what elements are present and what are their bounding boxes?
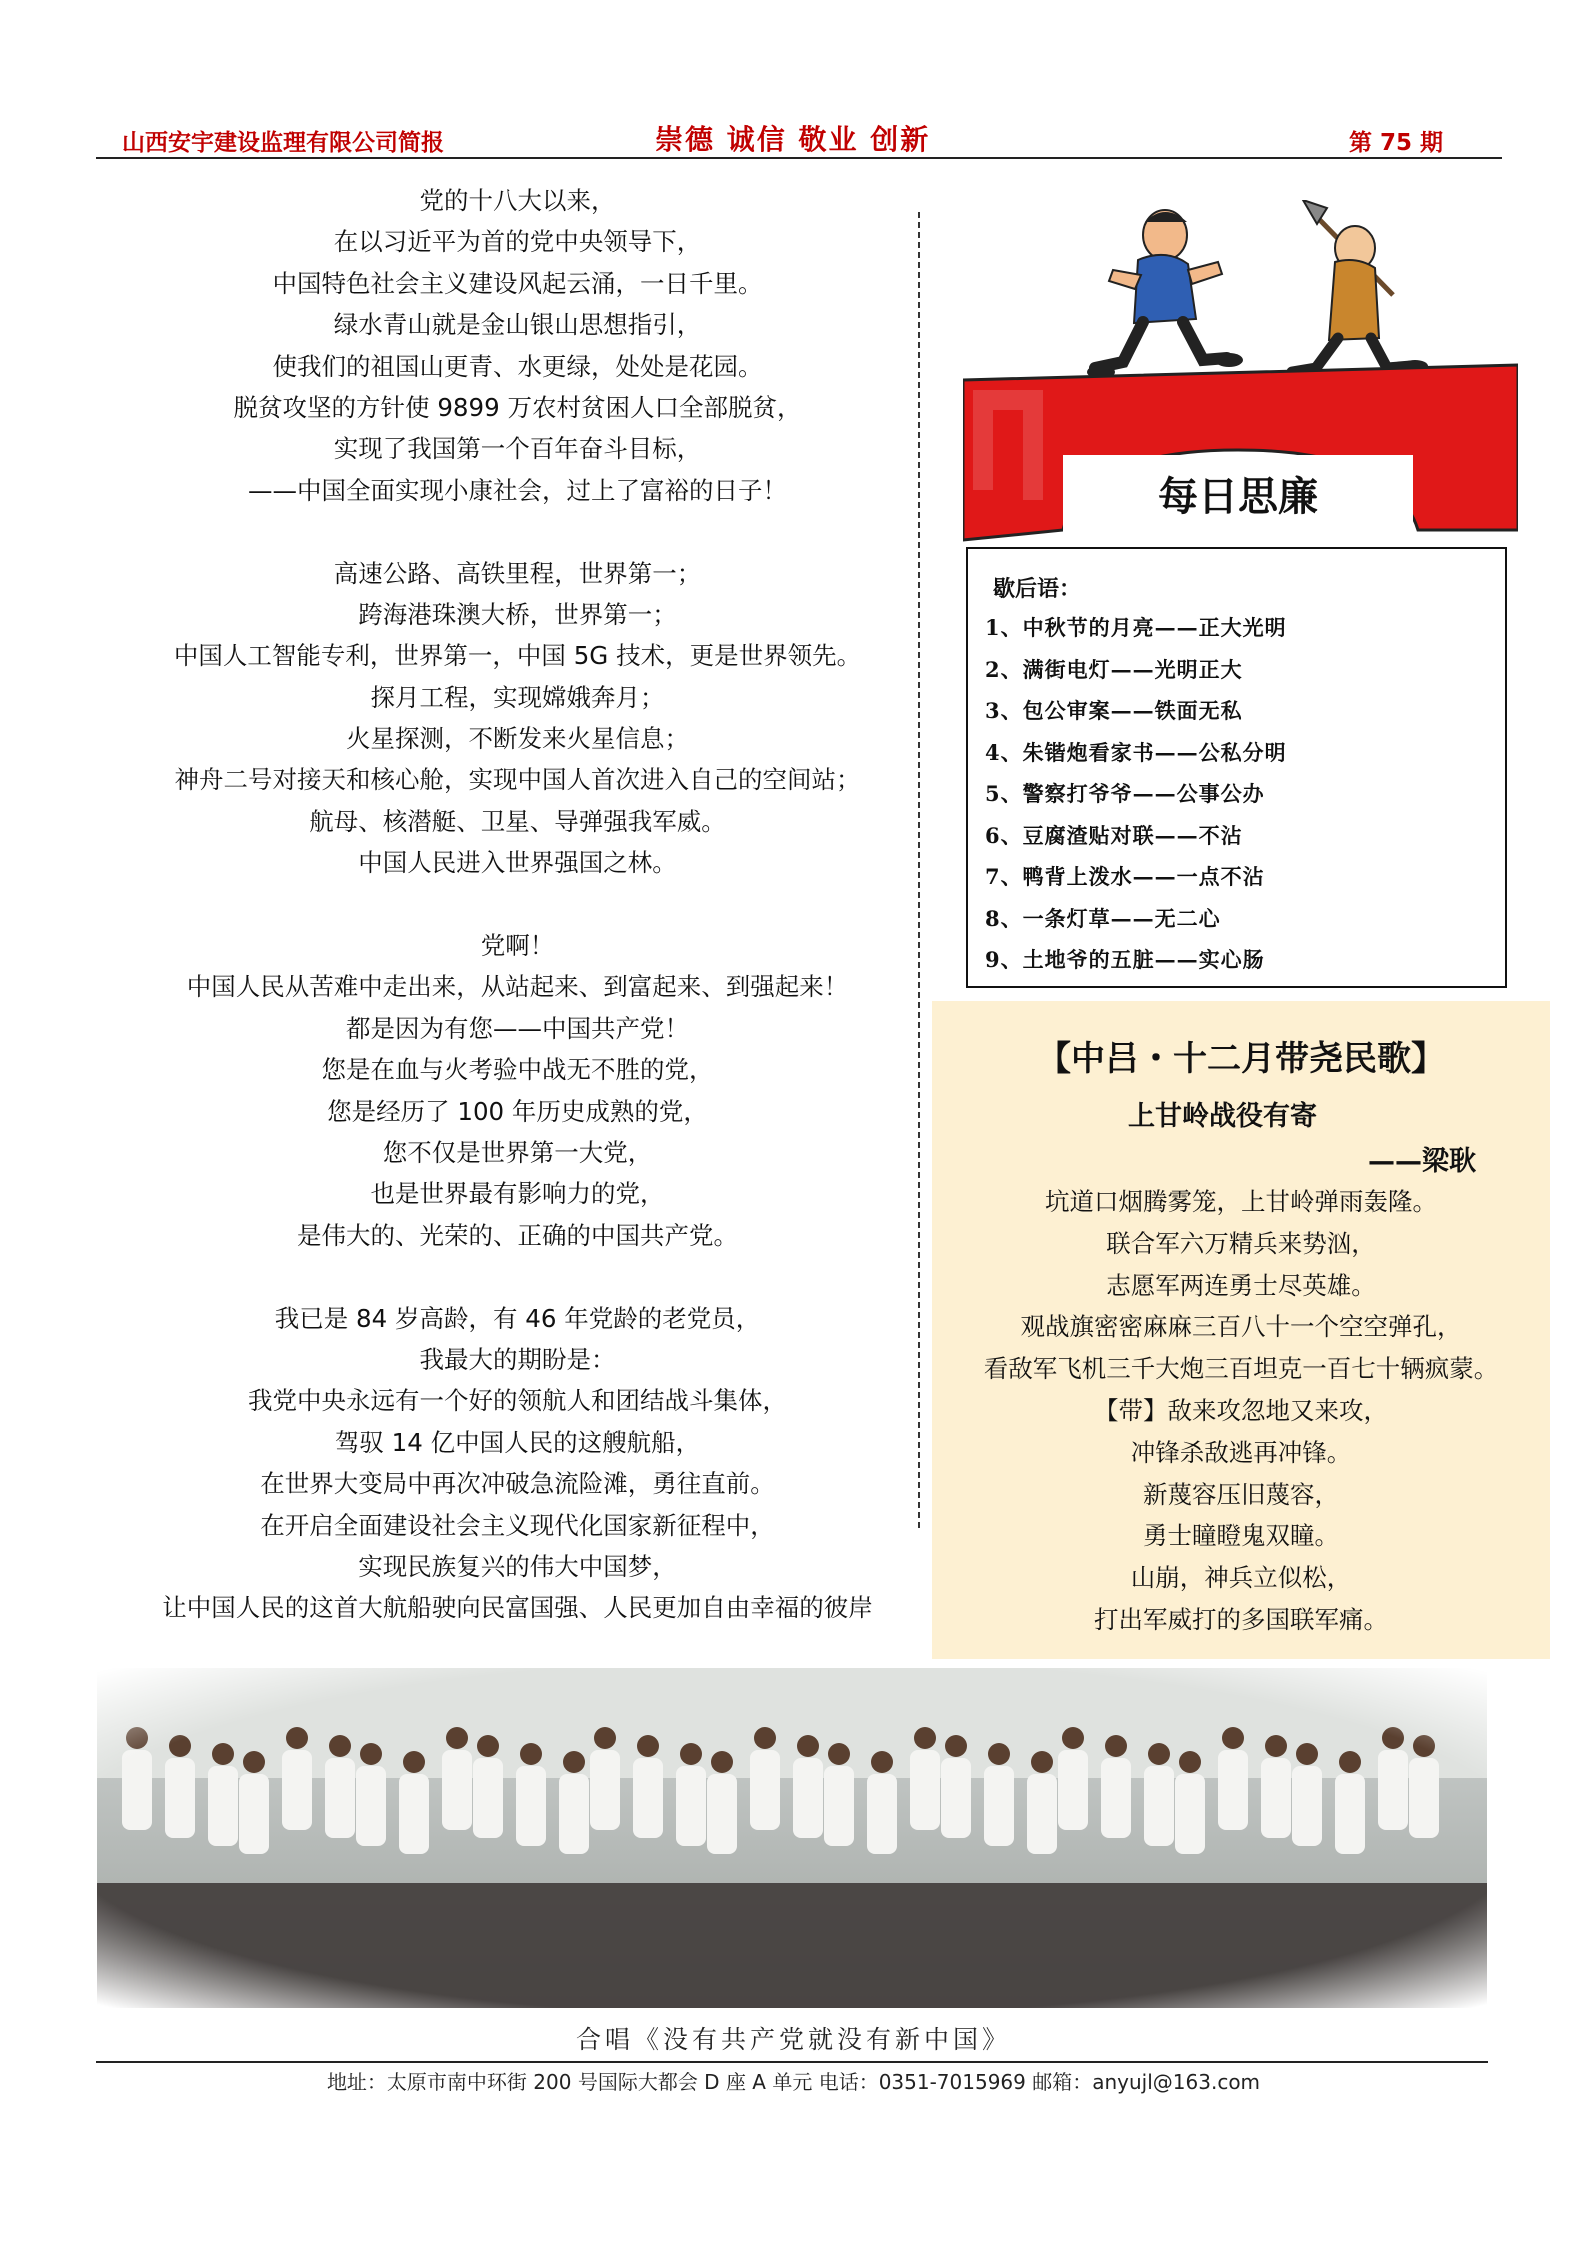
poem-line: 探月工程，实现嫦娥奔月；: [370, 682, 665, 712]
poem-line: 中国特色社会主义建设风起云涌，一日千里。: [272, 268, 763, 298]
xiehouyu-item: 2、满街电灯——光明正大: [985, 656, 1243, 682]
song-line: 【带】敌来攻忽地又来攻，: [1094, 1395, 1388, 1425]
xiehouyu-item: 5、警察打爷爷——公事公办: [985, 781, 1265, 806]
poem-line: 您是经历了 100 年历史成熟的党，: [327, 1096, 708, 1126]
xiehouyu-box: [966, 547, 1507, 988]
poem-line: 实现了我国第一个百年奋斗目标，: [333, 434, 702, 464]
poem-line: 我党中央永远有一个好的领航人和团结战斗集体，: [248, 1386, 787, 1416]
poem-line: ——中国全面实现小康社会，过上了富裕的日子！: [248, 475, 787, 505]
poem-line: 在以习近平为首的党中央领导下，: [333, 227, 702, 257]
poem-line: 驾驭 14 亿中国人民的这艘航船，: [334, 1427, 701, 1457]
song-line: 坑道口烟腾雾笼，上甘岭弹雨轰隆。: [1045, 1187, 1437, 1216]
poem-line: 火星探测，不断发来火星信息；: [346, 724, 689, 754]
poem-line: [115, 884, 920, 925]
running-official-figure: [1087, 210, 1243, 379]
poem-line: 绿水青山就是金山银山思想指引，: [333, 310, 702, 340]
song-line: 冲锋杀敌逃再冲锋。: [1130, 1437, 1352, 1467]
xiehouyu-item: 6、豆腐渣贴对联——不沾: [985, 822, 1243, 848]
poem-column: [115, 180, 920, 1629]
xiehouyu-item: 8、一条灯草——无二心: [985, 905, 1221, 931]
song-line: 观战旗密密麻麻三百八十一个空空弹孔，: [1020, 1312, 1462, 1342]
poem-line: 跨海港珠澳大桥，世界第一；: [358, 599, 677, 629]
company-motto: 崇德 诚信 敬业 创新: [655, 123, 931, 156]
poem-line: 神舟二号对接天和核心舱，实现中国人首次进入自己的空间站；: [174, 765, 861, 795]
poem-line: 中国人民进入世界强国之林。: [358, 848, 677, 878]
poem-line: 也是世界最有影响力的党，: [370, 1179, 665, 1209]
poem-line: 让中国人民的这首大航船驶向民富国强、人民更加自由幸福的彼岸: [162, 1593, 873, 1623]
header-divider: [96, 157, 1502, 159]
folk-song-panel: [932, 1001, 1550, 1659]
poem-line: 我最大的期盼是：: [419, 1344, 616, 1374]
footer-contact: 地址：太原市南中环街 200 号国际大都会 D 座 A 单元 电话：0351-7015969 邮箱：anyujl@163.com: [326, 2070, 1261, 2094]
poem-line: 脱贫攻坚的方针使 9899 万农村贫困人口全部脱贫，: [233, 392, 802, 422]
song-lines: [932, 1181, 1550, 1641]
song-line: 山崩，神兵立似松，: [1130, 1563, 1352, 1593]
song-line: 看敌军飞机三千大炮三百坦克一百七十辆疯蒙。: [983, 1354, 1499, 1384]
song-line: 新蔑容压旧蔑容，: [1143, 1479, 1339, 1509]
xiehouyu-list: [985, 607, 1287, 981]
xiehouyu-item: 1、中秋节的月亮——正大光明: [985, 615, 1287, 640]
photo-caption: 合唱《没有共产党就没有新中国》: [575, 2025, 1011, 2054]
footer-divider: [96, 2061, 1488, 2063]
xiehouyu-item: 4、朱锴炮看家书——公私分明: [985, 739, 1287, 765]
poem-line: 中国人民从苦难中走出来，从站起来、到富起来、到强起来！: [186, 972, 849, 1002]
poem-line: [115, 511, 920, 552]
old-man-with-hoe-figure: [1276, 200, 1428, 382]
company-name: 山西安宇建设监理有限公司简报: [122, 130, 444, 156]
song-line: 志愿军两连勇士尽英雄。: [1106, 1270, 1376, 1300]
column-divider: [918, 212, 920, 1528]
poem-line: 是伟大的、光荣的、正确的中国共产党。: [297, 1220, 738, 1250]
poem-line: 您是在血与火考验中战无不胜的党，: [321, 1055, 714, 1085]
poem-line: 我已是 84 岁高龄，有 46 年党龄的老党员，: [274, 1303, 761, 1333]
poem-line: 在开启全面建设社会主义现代化国家新征程中，: [260, 1510, 775, 1540]
poem-line: 在世界大变局中再次冲破急流险滩，勇往直前。: [260, 1469, 775, 1499]
poem-line: 党的十八大以来，: [419, 186, 616, 215]
song-line: 勇士瞳瞪鬼双瞳。: [1143, 1521, 1339, 1551]
xiehouyu-item: 7、鸭背上泼水——一点不沾: [985, 864, 1265, 889]
xiehouyu-item: 3、包公审案——铁面无私: [985, 698, 1243, 723]
poem-line: 都是因为有您——中国共产党！: [346, 1013, 689, 1043]
poem-line: 高速公路、高铁里程，世界第一；: [333, 558, 702, 588]
xiehouyu-title: 歇后语：: [993, 576, 1082, 602]
poem-line: 使我们的祖国山更青、水更绿，处处是花园。: [272, 351, 763, 381]
poem-line: 党啊！: [480, 931, 555, 961]
issue-number: 第 75 期: [1349, 130, 1444, 156]
poem-line: 中国人工智能专利，世界第一，中国 5G 技术，更是世界领先。: [173, 641, 862, 671]
poem-line: 实现民族复兴的伟大中国梦，: [358, 1551, 677, 1581]
lianzheng-illustration: [963, 200, 1518, 550]
song-title: 上甘岭战役有寄: [1128, 1101, 1317, 1132]
poem-line: 您不仅是世界第一大党，: [382, 1137, 653, 1167]
xiehouyu-item: 9、土地爷的五脏——实心肠: [985, 947, 1265, 972]
chorus-photo: [97, 1668, 1487, 2008]
poem-line: 航母、核潜艇、卫星、导弹强我军威。: [309, 806, 726, 836]
song-author: ——梁耿: [1368, 1146, 1476, 1177]
song-heading: 【中吕・十二月带尧民歌】: [1037, 1039, 1445, 1079]
poem-line: [115, 1256, 920, 1297]
song-line: 打出军威打的多国联军痛。: [1094, 1604, 1388, 1634]
song-line: 联合军六万精兵来势汹，: [1106, 1228, 1376, 1258]
banner-text: 每日思廉: [1158, 473, 1318, 520]
